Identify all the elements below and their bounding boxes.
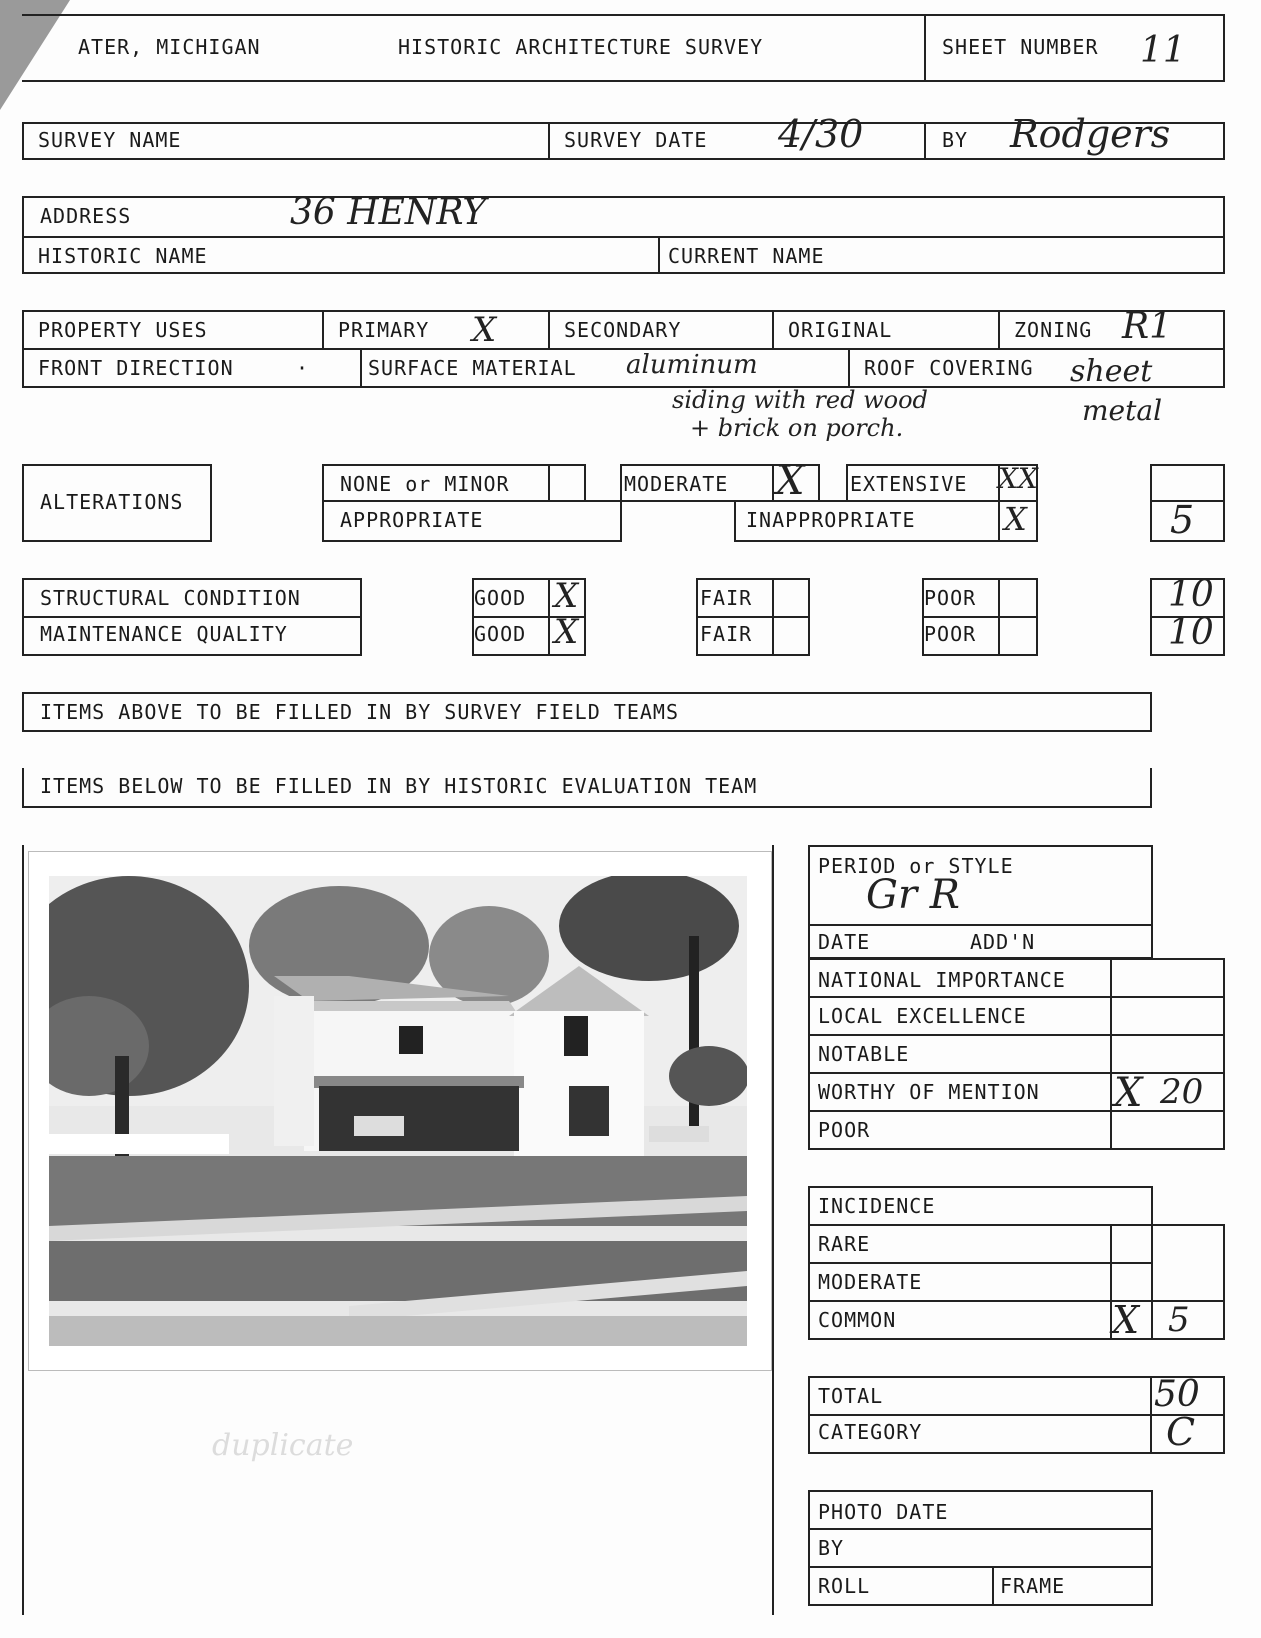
sheet-number-label: SHEET NUMBER	[942, 35, 1099, 59]
total-label: TOTAL	[818, 1384, 884, 1408]
period-style-value: Gr R	[866, 872, 960, 918]
common-mark: X	[1112, 1298, 1140, 1342]
moderate-incidence-label: MODERATE	[818, 1270, 923, 1294]
historic-name-label: HISTORIC NAME	[38, 244, 208, 268]
by-label: BY	[942, 128, 969, 152]
note-above: ITEMS ABOVE TO BE FILLED IN BY SURVEY FIELD TEAMS	[40, 700, 680, 724]
survey-date-value: 4/30	[778, 112, 864, 156]
period-style-label: PERIOD or STYLE	[818, 854, 1014, 878]
header-title: HISTORIC ARCHITECTURE SURVEY	[398, 35, 764, 59]
by-value: Rodgers	[1010, 112, 1171, 156]
primary-label: PRIMARY	[338, 318, 430, 342]
zoning-value: R1	[1122, 306, 1173, 347]
front-direction-label: FRONT DIRECTION	[38, 356, 234, 380]
maintenance-score: 10	[1168, 612, 1214, 653]
current-name-label: CURRENT NAME	[668, 244, 825, 268]
surface-material-value: aluminum	[626, 350, 758, 380]
frame-label: FRAME	[1000, 1574, 1066, 1598]
extensive-mark: XX	[998, 462, 1038, 495]
primary-mark: X	[472, 310, 497, 350]
total-value: 50	[1154, 1374, 1200, 1415]
front-direction-value: ·	[296, 356, 310, 380]
survey-name-label: SURVEY NAME	[38, 128, 182, 152]
address-value: 36 HENRY	[290, 192, 487, 233]
alterations-score: 5	[1170, 498, 1195, 542]
structural-good-mark: X	[554, 576, 579, 616]
appropriate-label: APPROPRIATE	[340, 508, 484, 532]
worthy-of-mention-label: WORTHY OF MENTION	[818, 1080, 1040, 1104]
moderate-label: MODERATE	[624, 472, 729, 496]
worthy-mark: X	[1114, 1070, 1143, 1116]
common-label: COMMON	[818, 1308, 897, 1332]
property-photo-mount	[28, 851, 772, 1371]
poor-eval-label: POOR	[818, 1118, 871, 1142]
poor-label-1: POOR	[924, 586, 977, 610]
ghost-text: duplicate	[212, 1428, 354, 1463]
addn-label: ADD'N	[970, 930, 1036, 954]
none-minor-label: NONE or MINOR	[340, 472, 510, 496]
category-label: CATEGORY	[818, 1420, 923, 1444]
moderate-mark: X	[776, 458, 805, 504]
surface-material-value-2: siding with red wood	[672, 386, 928, 414]
incidence-label: INCIDENCE	[818, 1194, 936, 1218]
surface-material-value-3: + brick on porch.	[690, 414, 904, 442]
inappropriate-mark: X	[1004, 500, 1027, 538]
zoning-label: ZONING	[1014, 318, 1093, 342]
extensive-label: EXTENSIVE	[850, 472, 968, 496]
worthy-score: 20	[1160, 1072, 1204, 1112]
address-label: ADDRESS	[40, 204, 132, 228]
date-label: DATE	[818, 930, 871, 954]
photo-date-label: PHOTO DATE	[818, 1500, 949, 1524]
original-label: ORIGINAL	[788, 318, 893, 342]
maintenance-good-mark: X	[554, 612, 579, 652]
surface-material-label: SURFACE MATERIAL	[368, 356, 577, 380]
sheet-number-value: 11	[1140, 30, 1186, 71]
header-location: ATER, MICHIGAN	[78, 35, 261, 59]
survey-date-label: SURVEY DATE	[564, 128, 708, 152]
good-label-2: GOOD	[474, 622, 527, 646]
rare-label: RARE	[818, 1232, 871, 1256]
poor-label-2: POOR	[924, 622, 977, 646]
alterations-label: ALTERATIONS	[40, 490, 184, 514]
secondary-label: SECONDARY	[564, 318, 682, 342]
national-importance-label: NATIONAL IMPORTANCE	[818, 968, 1066, 992]
category-value: C	[1166, 1410, 1196, 1454]
fair-label-1: FAIR	[700, 586, 753, 610]
good-label-1: GOOD	[474, 586, 527, 610]
structural-condition-label: STRUCTURAL CONDITION	[40, 586, 301, 610]
notable-label: NOTABLE	[818, 1042, 910, 1066]
maintenance-quality-label: MAINTENANCE QUALITY	[40, 622, 288, 646]
structural-score: 10	[1168, 574, 1214, 615]
roll-label: ROLL	[818, 1574, 871, 1598]
roof-covering-value: sheet	[1070, 354, 1153, 389]
roof-covering-value-2: metal	[1082, 394, 1163, 427]
local-excellence-label: LOCAL EXCELLENCE	[818, 1004, 1027, 1028]
inappropriate-label: INAPPROPRIATE	[746, 508, 916, 532]
common-score: 5	[1168, 1300, 1190, 1340]
roof-covering-label: ROOF COVERING	[864, 356, 1034, 380]
house-photo	[49, 876, 747, 1346]
photo-by-label: BY	[818, 1536, 845, 1560]
fair-label-2: FAIR	[700, 622, 753, 646]
note-below: ITEMS BELOW TO BE FILLED IN BY HISTORIC EVALUATION TEAM	[40, 774, 758, 798]
property-uses-label: PROPERTY USES	[38, 318, 208, 342]
